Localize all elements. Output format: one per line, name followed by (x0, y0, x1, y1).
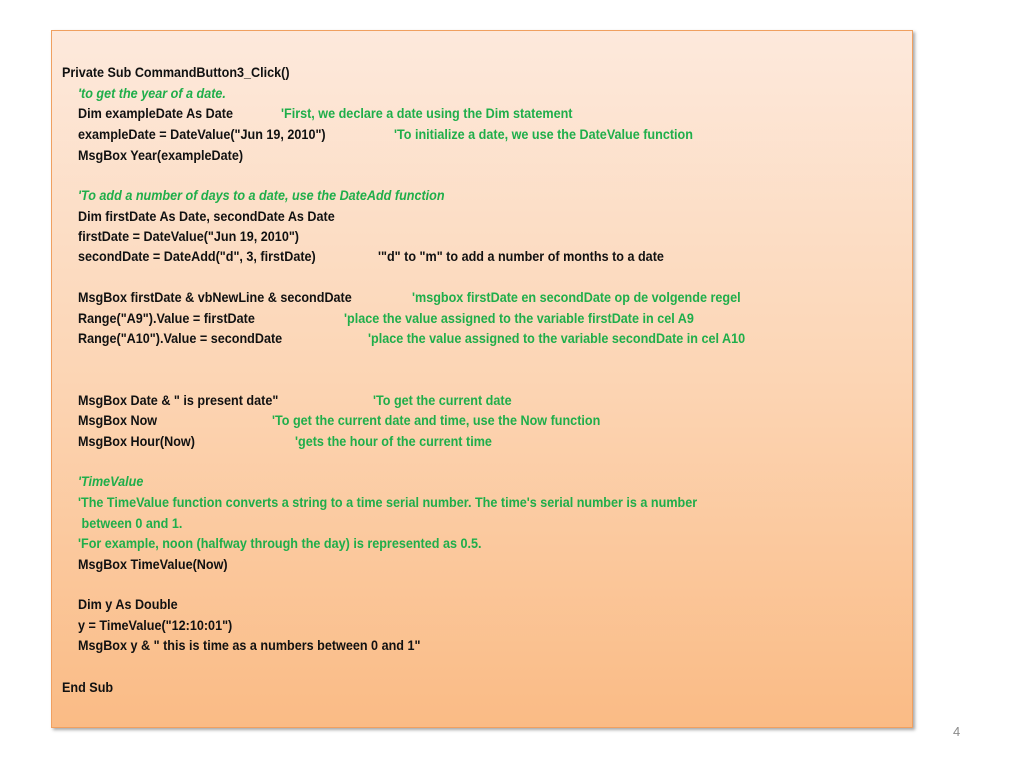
code-comment: '"d" to "m" to add a number of months to a date (378, 248, 664, 264)
code-line: End Sub (62, 679, 114, 695)
code-comment: 'To initialize a date, we use the DateValue function (394, 126, 693, 142)
page-number: 4 (953, 724, 961, 739)
comment-line: 'The TimeValue function converts a string to a time serial number. The time's serial number is a number (78, 494, 698, 510)
code-comment: 'gets the hour of the current time (295, 433, 492, 449)
comment-line: between 0 and 1. (78, 515, 183, 531)
code-comment: 'place the value assigned to the variable secondDate in cel A10 (368, 330, 746, 346)
code-comment: 'First, we declare a date using the Dim statement (281, 105, 573, 121)
code-comment: 'msgbox firstDate en secondDate op de volgende regel (412, 289, 741, 305)
code-line: exampleDate = DateValue("Jun 19, 2010") (78, 126, 326, 142)
comment-line: 'For example, noon (halfway through the day) is represented as 0.5. (78, 535, 482, 551)
code-line: Dim exampleDate As Date (78, 105, 233, 121)
comment-line: 'TimeValue (78, 473, 144, 489)
code-line: MsgBox y & " this is time as a numbers between 0 and 1" (78, 637, 421, 653)
comment-line: 'to get the year of a date. (78, 85, 226, 101)
code-line: Dim firstDate As Date, secondDate As Date (78, 208, 335, 224)
code-line: Range("A9").Value = firstDate (78, 310, 255, 326)
code-line: Range("A10").Value = secondDate (78, 330, 283, 346)
comment-line: 'To add a number of days to a date, use the DateAdd function (78, 187, 445, 203)
code-line: Private Sub CommandButton3_Click() (62, 64, 290, 80)
code-line: secondDate = DateAdd("d", 3, firstDate) (78, 248, 316, 264)
code-line: MsgBox firstDate & vbNewLine & secondDate (78, 289, 352, 305)
code-line: Dim y As Double (78, 596, 178, 612)
code-comment: 'To get the current date and time, use the Now function (272, 412, 601, 428)
code-line: MsgBox Year(exampleDate) (78, 147, 244, 163)
code-line: MsgBox Hour(Now) (78, 433, 195, 449)
code-line: firstDate = DateValue("Jun 19, 2010") (78, 228, 299, 244)
code-line: MsgBox Now (78, 412, 158, 428)
code-comment: 'place the value assigned to the variable firstDate in cel A9 (344, 310, 694, 326)
code-line: MsgBox Date & " is present date" (78, 392, 279, 408)
code-line: y = TimeValue("12:10:01") (78, 617, 233, 633)
code-line: MsgBox TimeValue(Now) (78, 556, 228, 572)
code-comment: 'To get the current date (373, 392, 512, 408)
